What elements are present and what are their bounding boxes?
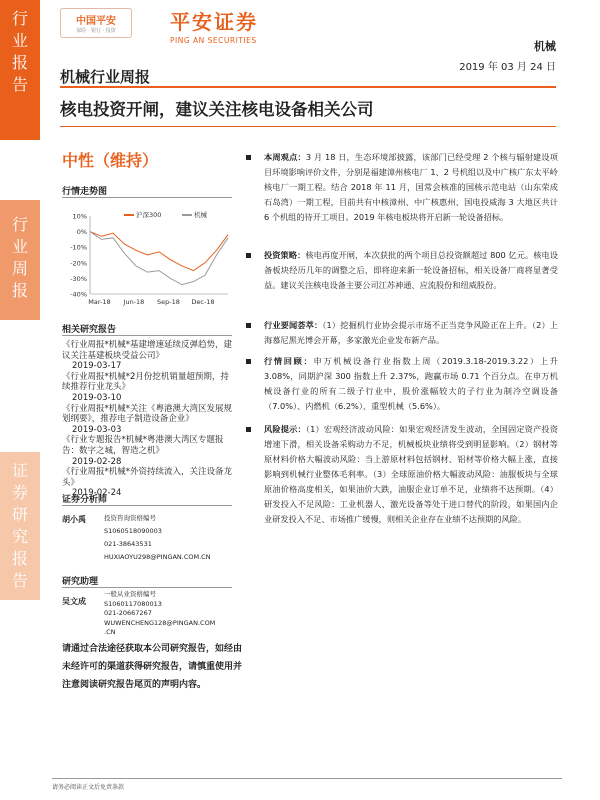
bullet-label: 行业要闻荟萃： [264, 320, 323, 330]
bullet-square-icon [246, 155, 251, 160]
analyst-heading: 证券分析师 [62, 495, 108, 505]
side-section-research [0, 452, 40, 600]
side-section-industry-report [0, 0, 40, 140]
y-tick-label: -30% [70, 274, 87, 283]
bullet-square-icon [246, 323, 251, 328]
related-reports-list [62, 340, 232, 499]
bullet-news [246, 318, 558, 348]
assistant-role: 一般从业资格编号 [104, 590, 156, 598]
footer-note: 请务必阅读正文后免责条款 [52, 784, 125, 791]
assistant-heading: 研究助理 [62, 577, 99, 587]
x-tick-label: Mar-18 [88, 298, 111, 306]
ping-an-logo [60, 8, 132, 38]
related-report[interactable] [62, 404, 232, 436]
securities-logo-cn: 平安证券 [170, 10, 258, 34]
legend-label: 沪深300 [136, 211, 162, 219]
legend-swatch [124, 214, 134, 216]
analyst-email[interactable]: HUXIAOYU298@PINGAN.COM.CN [104, 553, 211, 561]
side-char: 行 [11, 9, 28, 28]
side-section-weekly [0, 200, 40, 320]
side-label-research [0, 460, 40, 592]
series-line-1 [90, 232, 228, 285]
assistant-info [104, 590, 215, 638]
side-char: 业 [11, 237, 28, 256]
header-divider [60, 86, 556, 88]
bullet-text: 申万机械设备行业指数上周（2019.3.18-2019.3.22）上升 3.08%，同期沪深 300 指数上升 2.37%，跑赢市场 0.71 个百分点。在申万机械设备行业的所有二级子行业中，股价涨幅较大的子行业为制冷空调设备（7.0%）、内燃机（6.2%）、重型机械（5.6%）。 [264, 356, 558, 411]
report-type: 机械行业周报 [60, 68, 151, 86]
report-date: 2019 年 03 月 24 日 [459, 62, 556, 73]
assistant-email-cont: .CN [104, 628, 116, 636]
assistant-divider [62, 587, 232, 588]
bullet-square-icon [246, 427, 251, 432]
related-report-title[interactable]: 《行业周报*机械*外资持续流入，关注设备龙头》 [62, 467, 233, 488]
side-label-industry-report [0, 8, 40, 96]
bullet-market-review [246, 354, 558, 414]
related-report-title[interactable]: 《行业专题报告*机械*粤港澳大湾区专题报告：数字之城，智造之机》 [62, 435, 224, 456]
assistant-cert: S1060117080013 [104, 599, 162, 608]
y-tick-label: -40% [70, 290, 87, 299]
bullet-square-icon [246, 359, 251, 364]
title-divider [60, 126, 556, 127]
bullet-label: 行情回顾： [264, 356, 314, 366]
related-report-date: 2019-03-10 [72, 392, 122, 403]
trend-heading: 行情走势图 [62, 187, 108, 197]
bullet-square-icon [246, 253, 251, 258]
analyst-name: 胡小禹 [62, 515, 86, 524]
side-char: 报 [11, 53, 28, 72]
legend-item-machinery [182, 210, 207, 219]
ping-an-logo-subtext: 保险 · 银行 · 投资 [76, 28, 116, 34]
industry-category: 机械 [534, 40, 556, 53]
trend-divider [62, 197, 232, 198]
related-report-title[interactable]: 《行业周报*机械*2月份挖机销量超预期，持续推荐行业龙头》 [62, 371, 229, 393]
side-bar [0, 0, 40, 800]
side-label-weekly [0, 214, 40, 302]
ping-an-securities-logo [170, 6, 274, 45]
bullet-text: 3 月 18 日，生态环境部披露，该部门已经受理 2 个核与辐射建设项目环境影响评价文件，分别是福建漳州核电厂 1、2 号机组以及中广核广东太平岭核电厂一期工程。结合 2018 年 11 月，国常会核准的国核示范电站（山东荣成石岛湾）一期工程，目前共有中核漳州、中广核惠州、国电投威海 3 大地区共计 6 个机组的待开工项目。2019 年核电板块将开启新一轮设备招标。 [264, 152, 558, 222]
side-char: 行 [11, 215, 28, 234]
analyst-phone: 021-38643531 [104, 540, 152, 548]
x-tick-label: Jun-18 [123, 298, 145, 306]
bullet-label: 本周观点： [264, 152, 306, 162]
related-report-date: 2019-02-24 [72, 488, 122, 499]
related-divider [62, 335, 232, 336]
related-report-date: 2019-02-28 [72, 456, 122, 467]
analyst-info [104, 512, 211, 564]
related-report[interactable] [62, 340, 232, 372]
bullet-label: 风险提示： [264, 424, 306, 434]
bullet-view [246, 150, 558, 225]
assistant-phone: 021-20667267 [104, 609, 152, 617]
related-report[interactable] [62, 435, 232, 467]
bullet-strategy [246, 248, 558, 293]
analyst-role: 投资咨询资格编号 [104, 514, 156, 522]
side-char: 报 [11, 281, 28, 300]
rating-badge: 中性（维持） [62, 151, 159, 170]
analyst-cert: S1060518090003 [104, 527, 162, 535]
analyst-divider [62, 505, 232, 506]
y-tick-label: -20% [70, 259, 87, 268]
side-char: 告 [11, 75, 28, 94]
side-char: 报 [11, 549, 28, 568]
footer-divider [52, 778, 562, 779]
bullet-risks [246, 422, 558, 527]
access-disclaimer: 请通过合法途径获取本公司研究报告，如经由未经许可的渠道获得研究报告，请慎重使用并注意阅读研究报告尾页的声明内容。 [62, 644, 243, 690]
side-char: 研 [11, 505, 28, 524]
side-char: 业 [11, 31, 28, 50]
legend-label: 机械 [194, 211, 207, 219]
bullet-text: （1）挖掘机行业协会提示市场不正当竞争风险正在上升。（2）上海慕尼黑光博会开幕，多家激光企业发布新产品。 [264, 320, 558, 345]
side-char: 证 [11, 461, 28, 480]
assistant-email[interactable]: WUWENCHENG128@PINGAN.COM [104, 618, 216, 627]
series-line-0 [90, 232, 228, 271]
related-report-title[interactable]: 《行业周报*机械*关注《粤港澳大湾区发展规划纲要》，推荐电子制造设备企业》 [62, 403, 233, 425]
related-report-title[interactable]: 《行业周报*机械*基建增速延续反弹趋势，建议关注基建板块受益公司》 [62, 340, 233, 361]
legend-item-hs300 [124, 210, 161, 219]
bullet-label: 投资策略： [264, 250, 306, 260]
side-char: 周 [11, 259, 28, 278]
x-tick-label: Sep-18 [157, 298, 180, 306]
y-tick-label: 10% [72, 212, 87, 221]
legend-swatch [182, 214, 192, 216]
assistant-name: 吴文成 [62, 597, 86, 606]
x-tick-label: Dec-18 [191, 298, 215, 306]
securities-logo-en: PING AN SECURITIES [170, 36, 257, 45]
report-title: 核电投资开闸，建议关注核电设备相关公司 [60, 100, 374, 119]
y-tick-label: -10% [70, 243, 87, 252]
related-heading: 相关研究报告 [62, 325, 117, 335]
price-trend-chart [62, 202, 234, 314]
ping-an-logo-text: 中国平安 [76, 16, 116, 27]
bullet-text: 核电再度开闸，本次获批的两个项目总投资额超过 800 亿元。核电设备板块经历几年的调整之后，即将迎来新一轮设备招标，相关设备厂商将显著受益。建议关注核电设备主要公司江苏神通、应流股份和纽威股份。 [264, 250, 558, 290]
side-char: 究 [11, 527, 28, 546]
related-report-date: 2019-03-17 [72, 361, 122, 372]
bullet-text: （1）宏观经济波动风险：如果宏观经济发生波动，全国固定资产投资增速下滑，相关设备采购动力不足，机械板块业绩将受到明显影响。（2）钢材等原材料价格大幅波动风险：当上游原材料包括钢材、铝材等价格大幅上涨，直接影响到机械行业整体毛利率。（3）全球原油价格大幅波动风险：油服板块与全球原油价格高度相关，如果油价大跌，油服企业订单不足，业绩将不达预期。（4）研发投入不足风险：工业机器人、激光设备等处于进口替代的阶段，如果国内企业研发投入不足、市场推广缓慢，则相关企业存在业绩不达预期的风险。 [264, 424, 558, 524]
related-report-date: 2019-03-03 [72, 424, 122, 435]
related-report[interactable] [62, 372, 232, 404]
side-char: 券 [11, 483, 28, 502]
y-tick-label: 0% [76, 228, 87, 237]
side-char: 告 [11, 571, 28, 590]
